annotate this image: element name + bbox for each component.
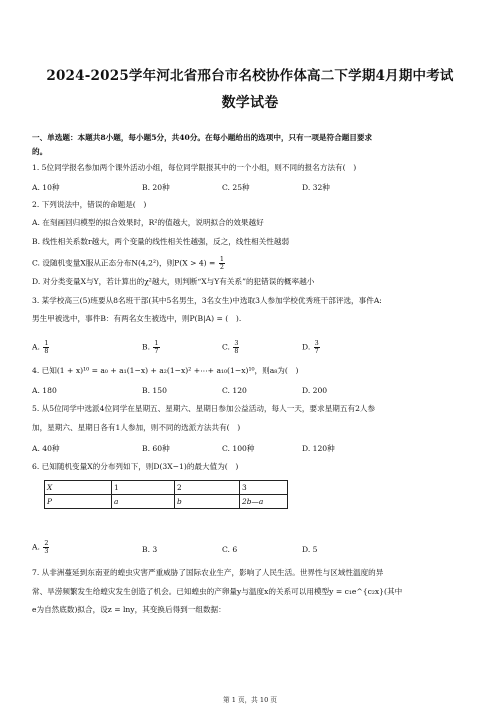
table-row	[45, 495, 288, 509]
q4-option-a: A. 180	[32, 386, 57, 395]
q4-stem: 4. 已知(1 + x)¹⁰ = a₀ + a₁(1−x) + a₂(1−x)² +⋯+ a₁₀(1−x)¹⁰，则a₈为( )	[32, 366, 299, 375]
fraction	[153, 340, 159, 355]
q2-option-d: D. 对分类变量X与Y，若计算出的χ²越大，则判断“X与Y有关系”的犯错误的概率越小	[32, 277, 315, 286]
q6-stem: 6. 已知随机变量X的分布列如下，则D(3X−1)的最大值为( )	[32, 462, 239, 471]
q4-option-c: C. 120	[222, 386, 247, 395]
fraction	[43, 540, 49, 555]
fraction-denominator: 7	[154, 347, 159, 355]
q5-stem-line2: 加，星期六、星期日各有1人参加，则不同的选派方法共有( )	[32, 423, 241, 432]
distribution-table	[44, 480, 288, 509]
q1-option-c: C. 25种	[222, 183, 250, 192]
q1-option-a: A. 10种	[32, 183, 60, 192]
q4-option-b: B. 150	[142, 386, 167, 395]
q7-stem-line2: 常、旱涝频繁发生给蝗灾发生创造了机会。已知蝗虫的产卵量y与温度x的关系可以用模型y = c₁e^{c₂x}(其中	[32, 587, 403, 596]
q6-option-c: C. 6	[222, 545, 238, 554]
q6-option-b: B. 3	[142, 545, 158, 554]
table-cell: P	[45, 495, 112, 509]
option-label: B.	[142, 342, 153, 352]
q5-option-d: D. 120种	[302, 444, 335, 453]
q3-option-d	[302, 340, 321, 355]
fraction-denominator: 2	[219, 263, 224, 271]
q2-option-c-text: C. 设随机变量X服从正态分布N(4,2²)，则P(X > 4) =	[32, 258, 218, 268]
fraction-numerator: 1	[219, 255, 224, 263]
fraction	[314, 340, 320, 355]
fraction-numerator: 1	[44, 339, 49, 347]
fraction	[43, 340, 49, 355]
fraction-numerator: 2	[44, 539, 49, 547]
q3-option-b	[142, 340, 161, 355]
q1-option-d: D. 32种	[302, 183, 330, 192]
table-cell: 3	[240, 481, 288, 495]
q3-option-a	[32, 340, 50, 355]
q7-stem-line3: e为自然底数)拟合，设z = lny，其变换后得到一组数据：	[32, 605, 226, 614]
section-instructions-line1: 一、单选题：本题共8小题，每小题5分，共40分。在每小题给出的选项中，只有一项是符合题目要求	[32, 133, 373, 142]
q5-stem-line1: 5. 从5位同学中选派4位同学在星期五、星期六、星期日参加公益活动，每人一天，要求星期五有2人参	[32, 404, 376, 413]
q1-stem: 1. 5位同学报名参加两个课外活动小组，每位同学限报其中的一个小组，则不同的报名方法有( )	[32, 163, 357, 172]
table-cell: 1	[112, 481, 175, 495]
table-cell: b	[175, 495, 240, 509]
q2-option-c	[32, 256, 472, 271]
q5-option-a: A. 40种	[32, 444, 60, 453]
q1-option-b: B. 20种	[142, 183, 170, 192]
q3-stem-line2: 男生甲被选中，事件B：有两名女生被选中，则P(B|A) = ( ).	[32, 314, 242, 323]
table-row	[45, 481, 288, 495]
option-label: A.	[32, 542, 43, 552]
fraction-numerator: 1	[154, 339, 159, 347]
fraction-denominator: 7	[314, 347, 319, 355]
q6-option-d: D. 5	[302, 545, 318, 554]
exam-title: 2024-2025学年河北省邢台市名校协作体高二下学期4月期中考试	[46, 68, 454, 84]
q6-option-a	[32, 540, 50, 555]
page-footer: 第 1 页，共 10 页	[223, 696, 277, 704]
table-cell: X	[45, 481, 112, 495]
exam-subtitle: 数学试卷	[221, 95, 279, 111]
section-instructions-line2: 的。	[32, 147, 48, 156]
q4-option-d: D. 200	[302, 386, 328, 395]
fraction	[219, 256, 225, 271]
table-cell: a	[112, 495, 175, 509]
fraction-denominator: 8	[44, 347, 49, 355]
option-label: A.	[32, 342, 43, 352]
q5-option-c: C. 100种	[222, 444, 255, 453]
option-label: C.	[222, 342, 233, 352]
q2-option-a: A. 在刻画回归模型的拟合效果时，R²的值越大，说明拟合的效果越好	[32, 218, 264, 227]
fraction-numerator: 3	[314, 339, 319, 347]
q5-option-b: B. 60种	[142, 444, 170, 453]
fraction-numerator: 3	[234, 339, 239, 347]
q3-stem-line1: 3. 某学校高三(5)班要从8名班干部(其中5名男生，3名女生)中选取3人参加学校优秀班干部评选，事件A:	[32, 296, 382, 305]
option-label: D.	[302, 342, 313, 352]
fraction-denominator: 8	[234, 347, 239, 355]
q3-option-c	[222, 340, 240, 355]
table-cell: 2b—a	[240, 495, 288, 509]
q7-stem-line1: 7. 从非洲蔓延到东南亚的蝗虫灾害严重威胁了国际农业生产，影响了人民生活。世界性与区域性温度的异	[32, 568, 384, 577]
q2-stem: 2. 下列说法中，错误的命题是( )	[32, 200, 147, 209]
fraction	[233, 340, 239, 355]
table-cell: 2	[175, 481, 240, 495]
fraction-denominator: 3	[44, 547, 49, 555]
q2-option-b: B. 线性相关系数r越大，两个变量的线性相关性越强，反之，线性相关性越弱	[32, 237, 290, 246]
